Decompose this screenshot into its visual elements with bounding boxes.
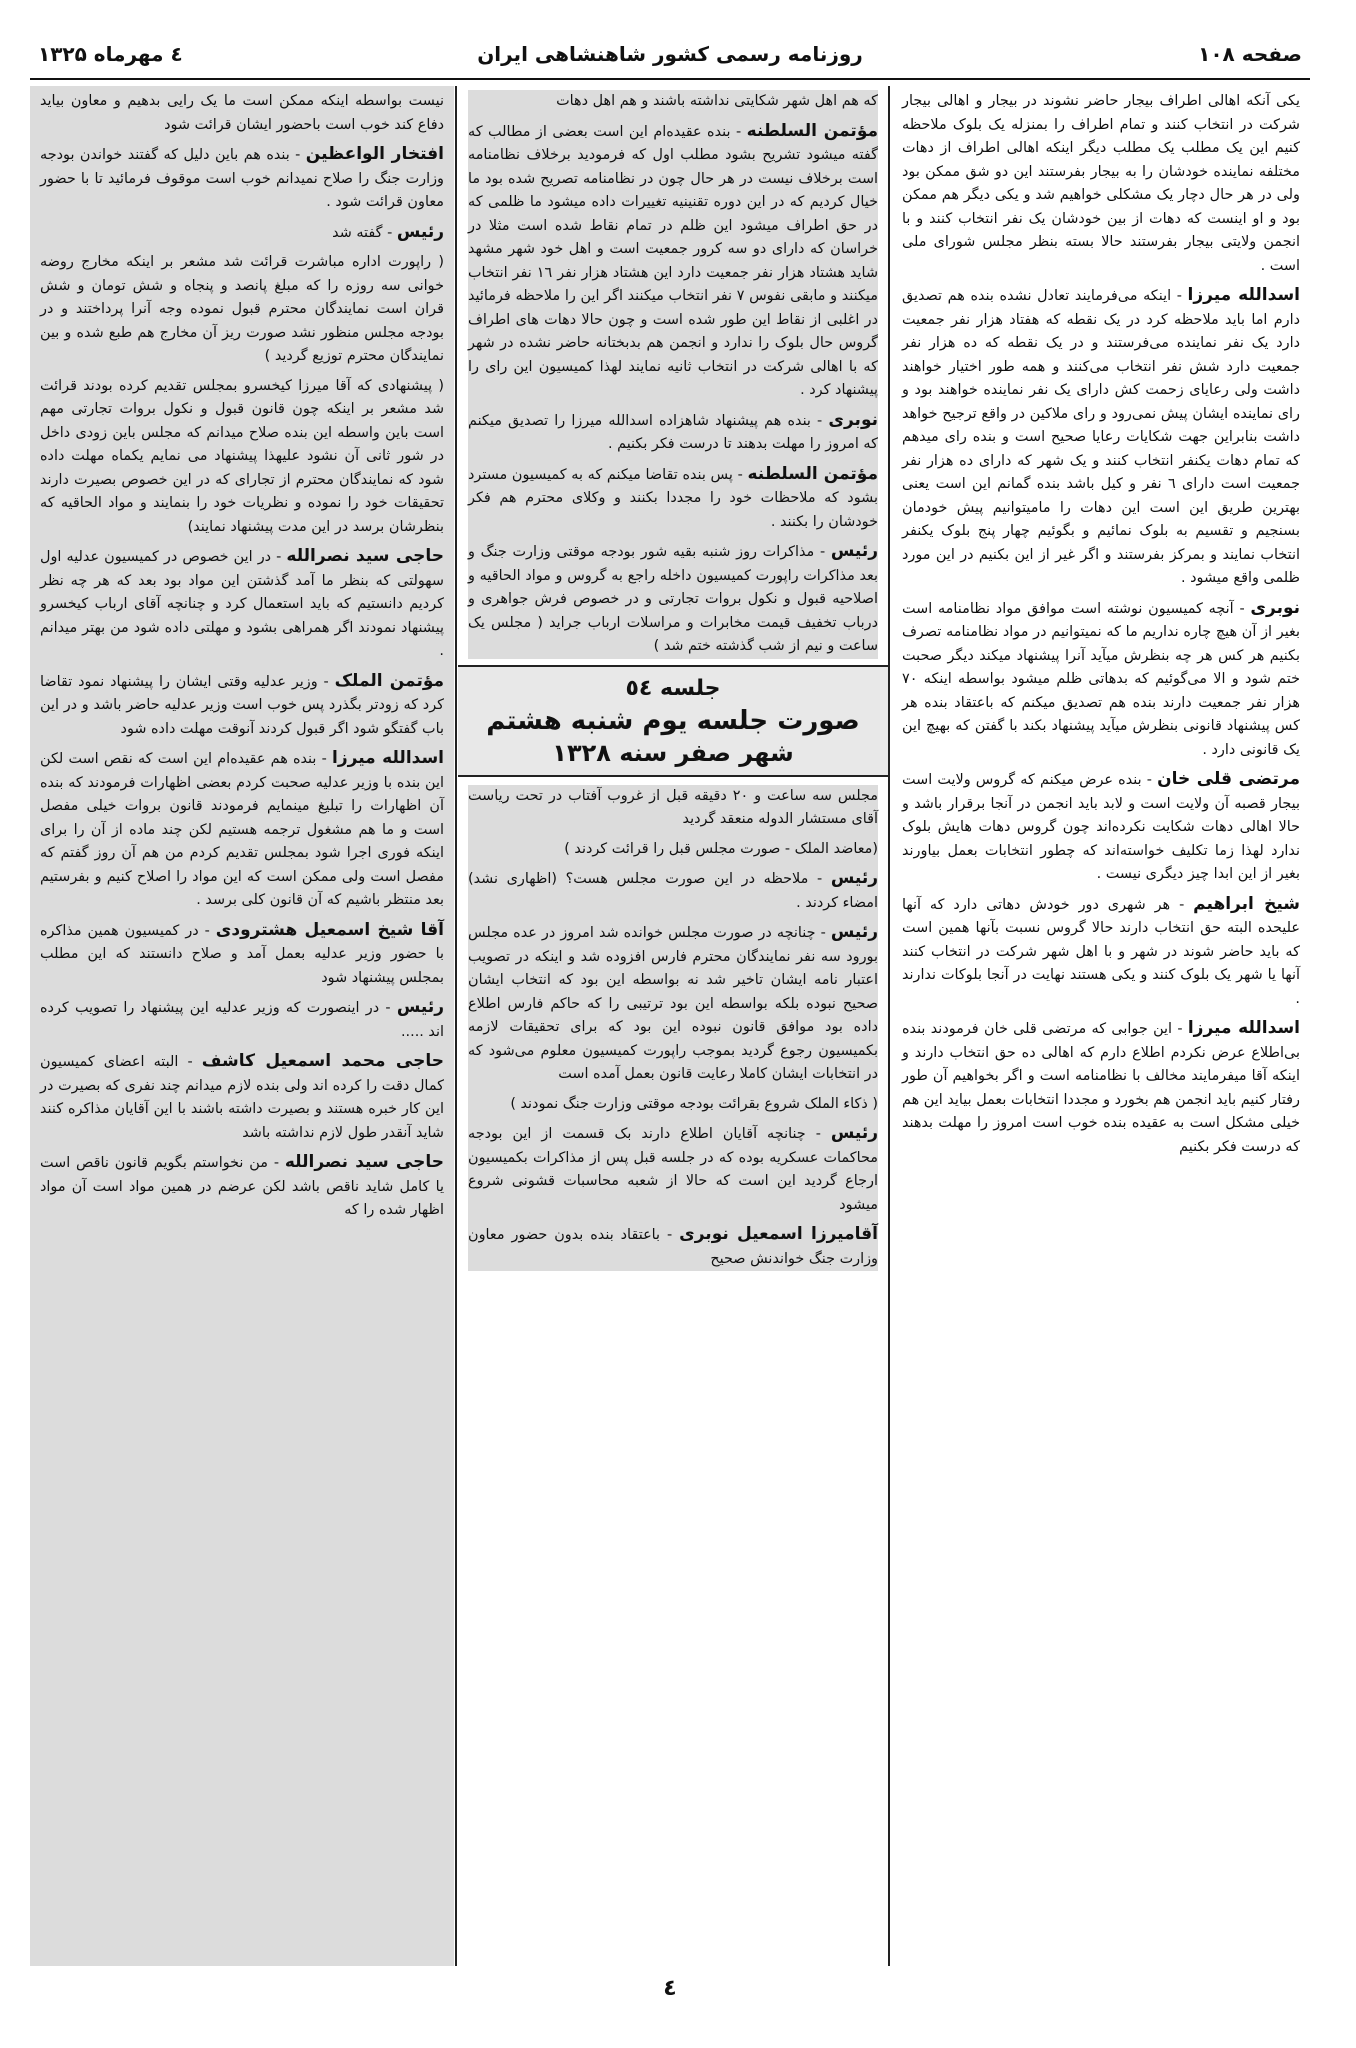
speaker-name: مرتضی قلی خان xyxy=(1157,769,1301,789)
middle-shaded-block-2 xyxy=(468,785,878,1272)
paragraph-text: اینکه می‌فرمایند تعادل نشده بنده هم تصدیق دارم اما باید ملاحظه کرد در یک نقطه که هفتاد هزار نفر جمعیت دارد یک نفر نماینده می‌فرستند و در یک نقطه که ده هزار نفر جمعیت دارد شش نفر انتخاب می‌کنند و همه طور اختیار خواهند داشت ولی رعایای زحمت کش دارای یک نفر نماینده خواهند بود و رای نماینده ایشان پیش نمی‌رود و رای ملاکین در واقع ترجیح خواهد داشت بنابراین جهت شکایات رعایا صحیح است و بنده رای میدهم که تمام دهات یکنفر انتخاب کنند و یک شهر که دارای ده هزار نفر جمعیت است دارای ٦ نفر و کیل باشد بنده گمانم این است یعنی بهترین طریق این است این دهات را مامیتوانیم پیش خودمان بسنجیم و تقسیم به بلوک نمائیم و بگوئیم چهار پنج بلوک یکنفر انتخاب نمایند و بمرکز بفرستند و اگر غیر از این بکنیم در این مورد ظلمی واقع میشود . xyxy=(902,288,1300,586)
speaker-name: رئیس xyxy=(830,541,878,561)
paragraph: رئیس - چنانچه در صورت مجلس خوانده شد امروز در عده مجلس بورود سه نفر نمایندگان محترم فارس افزوده شد و اینکه در تصویب اعتبار نامه ایشان تاخیر شد نه بواسطه این بود که انتخاب ایشان صحیح نبوده بلکه بواسطه این بود ترتیبی را که حاکم فارس اطلاع داده بود موافق قانون نبوده این بود که برای تحقیقات لازمه بکمیسیون رجوع گردید بموجب راپورت کمیسیون معلوم می‌شود که در انتخابات ایشان کاملا رعایت قانون بعمل آمده است xyxy=(468,922,879,1082)
paragraph: رئیس - گفته شد xyxy=(332,221,444,242)
paragraph-text: گفته شد xyxy=(332,224,383,241)
issue-date: ٤ مهرماه ۱۳۲۵ xyxy=(38,42,183,66)
paragraph-text: مذاکرات روز شنبه بقیه شور بودجه موقتی وزارت جنگ و بعد مذاکرات راپورت کمیسیون داخله راجع به گروس و مواد الحاقیه و اصلاحیه قبول و نکول بروات تجارتی و در خصوص فرش جواهری و درباب تخفیف قیمت مخابرات و مراسلات ارباب جراید ( مجلس یک ساعت و نیم از شب گذشته ختم شد ) xyxy=(468,544,878,654)
paragraph: نوبری - آنچه کمیسیون نوشته است موافق مواد نظامنامه است بغیر از آن هیچ چاره نداریم ما که نمیتوانیم در مواد نظامنامه تصرف بکنیم هر کس هر چه بنظرش میآید آنرا پیشنهاد میکند دیگر صحبت ختم شود و الا می‌گوئیم که بدهاتی ظلم میشود بواسطه اینکه ۷۰ هزار نفر جمعیت دارند بنده هم تصدیق میکنم که باعتقاد بنده هر کس پیشنهاد قانونی بنظرش میآید پیشنهاد بکند با گفتن که بهیچ این یک قانونی دارد . xyxy=(902,597,1301,758)
paragraph: افتخار الواعظین - بنده هم باین دلیل که گفتند خواندن بودجه وزارت جنگ را صلاح نمیدانم خوب است موقوف فرمائید تا با حضور معاون قرائت شود . xyxy=(40,144,444,210)
speaker-name: اسدالله میرزا xyxy=(1187,1018,1300,1038)
paragraph: نوبری - بنده هم پیشنهاد شاهزاده اسدالله میرزا را تصدیق میکنم که امروز را مهلت بدهند تا درست فکر بکنیم . xyxy=(468,409,878,452)
page-number: ٤ xyxy=(663,1976,677,2001)
column-divider xyxy=(455,86,457,1966)
paragraph-text: ( ذکاء الملک شروع بقرائت بودجه موقتی وزارت جنگ نمودند ) xyxy=(510,1095,878,1112)
speaker-name: مؤتمن السلطنه xyxy=(746,120,878,141)
speaker-name: حاجی محمد اسمعیل کاشف xyxy=(201,1051,445,1071)
paragraph-text: بنده عقیده‌ام این است بعضی از مطالب که گفته میشود تشریح بشود مطلب اول که فرمودید برخلاف نظامنامه است برخلاف نیست در هر حال چون در نظامنامه تصریح شده بود ما خیال کردیم که در این دوره تقنینیه تغییرات داده میشود ما ظلمی که در حق اطراف میشود این ظلم در تمام نقاط شده است مثلا در خراسان که دارای دو سه کرور جمعیت است و اهل خود شهر مشهد شاید هشتاد هزار نفر جمعیت دارد این هشتاد هزار نفر ۱٦ نفر انتخاب میکنند و مابقی نفوس ۷ نفر انتخاب میکنند اگر این را ملاحظه فرمائید در اغلبی از نقاط این طور شده است و چون حالا دهات های اطراف گروس حال بلوک را ندارد و انجمن هم بدبختانه حاضر نشده در شهر که با اهالی شرکت در انتخاب ثانیه نمایند لهذا کمیسیون این رای را پیشنهاد کرد . xyxy=(468,123,879,398)
paragraph: مؤتمن السلطنه - بنده عقیده‌ام این است بعضی از مطالب که گفته میشود تشریح بشود مطلب اول که فرمودید برخلاف نظامنامه است برخلاف نیست در هر حال چون در نظامنامه تصریح شده بود ما خیال کردیم که در این دوره تقنینیه تغییرات داده میشود ما ظلمی که در حق اطراف میشود این ظلم در تمام نقاط شده است مثلا در خراسان که دارای دو سه کرور جمعیت است و اهل خود شهر مشهد شاید هشتاد هزار نفر جمعیت دارد این هشتاد هزار نفر ۱٦ نفر انتخاب میکنند و مابقی نفوس ۷ نفر انتخاب میکنند اگر این را ملاحظه فرمائید در اغلبی از نقاط این طور شده است و چون حالا دهات های اطراف گروس حال بلوک را ندارد و انجمن هم بدبختانه حاضر نشده در شهر که با اهالی شرکت در انتخاب ثانیه نمایند لهذا کمیسیون این رای را پیشنهاد کرد . xyxy=(468,120,879,398)
paragraph-text: این جوابی که مرتضی قلی خان فرمودند بنده بی‌اطلاع عرض نکردم اطلاع دارم که اهالی ده حق انتخاب دارند و اینکه آقا میفرمایند مخالف با نظامنامه است و اگر بخواهیم آن طور رفتار کنیم باید انجمن هم بخورد و مجددا انتخابات بعمل بیاید این هم خیلی مشکل است به عقیده بنده خوب است امروز را مهلت بدهند که درست فکر بکنیم xyxy=(902,1021,1300,1155)
paragraph xyxy=(40,251,444,369)
speaker-name: رئیس xyxy=(830,922,879,942)
speaker-name: آقامیرزا اسمعیل نوبری xyxy=(679,1224,878,1244)
paragraph-text: در این خصوص در کمیسیون عدلیه اول سهولتی که بنظر ما آمد گذشتن این مواد بود بعد که هر چه نظر کردیم دانستیم که باید استعمال کرد و چنانچه آقای ارباب کیخسرو پیشنهاد نمودند اگر همراهی بشود و مهلتی داده شود من بهتر میدانم . xyxy=(40,549,444,659)
paragraph: رئیس - ملاحظه در این صورت مجلس هست؟ (اظهاری نشد) امضاء کردند . xyxy=(468,868,878,911)
paragraph-text: نیست بواسطه اینکه ممکن است ما یک رایی بدهیم و معاون بیاید دفاع کند خوب است باحضور ایشان قرائت شود xyxy=(40,93,444,133)
speaker-name: رئیس xyxy=(396,997,445,1017)
paragraph-text: آنچه کمیسیون نوشته است موافق مواد نظامنامه است بغیر از آن هیچ چاره نداریم ما که نمیتوانیم در مواد نظامنامه تصرف بکنیم هر کس هر چه بنظرش میآید آنرا پیشنهاد میکند دیگر صحبت ختم شود و الا می‌گوئیم که بدهاتی ظلم میشود بواسطه اینکه ۷۰ هزار نفر جمعیت دارند بنده هم تصدیق میکنم که باعتقاد بنده هر کس پیشنهاد قانونی بنظرش میآید پیشنهاد بکند با گفتن که بهیچ این یک قانونی دارد . xyxy=(902,600,1300,758)
paragraph: شیخ ابراهیم - هر شهری دور خودش دهاتی دارد که آنها علیحده البته حق انتخاب دارند حالا گروس نسبت بآنها همین است که باید حاضر شوند در شهر و با اهل شهر شرکت در انتخاب کنند آنها یا شهر یک بلوک کنند و یکی هستند نهایت در آنجا بلوکات ندارند . xyxy=(902,893,1301,1007)
column-divider xyxy=(888,86,890,1966)
paragraph-text: مجلس سه ساعت و ۲۰ دقیقه قبل از غروب آفتاب در تحت ریاست آقای مستشار الدوله منعقد گردید xyxy=(468,787,878,827)
page-header xyxy=(30,36,1310,80)
speaker-name: مؤتمن السلطنه xyxy=(747,463,878,484)
newspaper-page xyxy=(30,36,1310,2026)
paragraph xyxy=(902,90,1300,278)
paragraph-text: ملاحظه در این صورت مجلس هست؟ (اظهاری نشد) امضاء کردند . xyxy=(468,871,878,911)
paragraph-text: در کمیسیون همین مذاکره با حضور وزیر عدلیه بعمل آمد و صلاح دانستند که این مطلب بمجلس پیشنهاد شود xyxy=(40,922,444,986)
speaker-name: اسدالله میرزا xyxy=(1187,285,1300,305)
newspaper-title: روزنامه رسمی کشور شاهنشاهی ایران xyxy=(477,42,863,66)
speaker-name: شیخ ابراهیم xyxy=(1193,893,1301,914)
speaker-name: آقا شیخ اسمعیل هشترودی xyxy=(215,919,444,940)
paragraph: رئیس - در اینصورت که وزیر عدلیه این پیشنهاد را تصویب کرده اند ..... xyxy=(40,997,445,1040)
paragraph: رئیس - مذاکرات روز شنبه بقیه شور بودجه موقتی وزارت جنگ و بعد مذاکرات راپورت کمیسیون داخله راجع به گروس و مواد الحاقیه و اصلاحیه قبول و نکول بروات تجارتی و در خصوص فرش جواهری و درباب تخفیف قیمت مخابرات و مراسلات ارباب جراید ( مجلس یک ساعت و نیم از شب گذشته ختم شد ) xyxy=(468,541,878,654)
paragraph: حاجی محمد اسمعیل کاشف - البته اعضای کمیسیون کمال دقت را کرده اند ولی بنده لازم میدانم چند نفری که بصیرت در این کار خبره هستند و بصیرت داشته باشند با این آقایان مذاکره کنند شاید آنقدر طول لازم نداشته باشد xyxy=(40,1051,445,1141)
paragraph-text: من نخواستم بگویم قانون ناقص است یا کامل شاید ناقص باشد لکن عرضم در همین مواد است آن مواد اظهار شده را که xyxy=(40,1155,444,1218)
paragraph: مؤتمن الملک - وزیر عدلیه وقتی ایشان را پیشنهاد نمود تقاضا کرد که زودتر بگذرد پس خوب است وزیر عدلیه حاضر باشد و در این باب گفتگو شود اگر قبول کردند آنوقت مهلت داده شود xyxy=(40,670,445,737)
paragraph-text: چنانچه آقایان اطلاع دارند بک قسمت از این بودجه محاکمات عسکریه بوده که در جلسه قبل پس از مذاکرات بکمیسیون ارجاع گردید این است که حالا از شعبه محاسبات قشونی شروع میشود xyxy=(468,1126,878,1213)
paragraph xyxy=(40,375,444,540)
speaker-name: رئیس xyxy=(830,868,878,888)
paragraph-text: بنده هم عقیده‌ام این است که نقص است لکن این بنده با وزیر عدلیه صحبت کردم بعضی اظهارات فرمودند که بنده آن اظهارات را تبلیغ مینمایم فرمودند قانون بروات خیلی مفصل است و ما هم مشغول ترجمه هستیم لکن چند ماده از آن را برای اینکه فوری اجرا شود بمجلس تقدیم کردم من هم آن روز گفتم که مفصل است ولی ممکن است که این مواد را اصلاح کنیم و بفرستیم بعد منتظر باشیم که آن قانون کلی برسد . xyxy=(40,751,444,908)
paragraph-text: بنده هم پیشنهاد شاهزاده اسدالله میرزا را تصدیق میکنم که امروز را مهلت بدهند تا درست فکر بکنیم . xyxy=(468,412,878,452)
column-left xyxy=(30,86,454,1966)
paragraph xyxy=(468,1093,878,1117)
paragraph: آقامیرزا اسمعیل نوبری - باعتقاد بنده بدون حضور معاون وزارت جنگ خواندنش صحیح xyxy=(468,1224,878,1267)
session-title-2: شهر صفر سنه ۱۳۲۸ xyxy=(552,738,794,767)
paragraph-text: که هم اهل شهر شکایتی نداشته باشند و هم اهل دهات xyxy=(556,93,878,109)
speaker-name: حاجی سید نصرالله xyxy=(286,546,444,566)
paragraph-text: بنده هم باین دلیل که گفتند خواندن بودجه وزارت جنگ را صلاح نمیدانم خوب است موقوف فرمائید تا با حضور معاون قرائت شود . xyxy=(40,147,444,210)
paragraph-text: (معاضد الملک - صورت مجلس قبل را قرائت کردند ) xyxy=(564,840,878,857)
paragraph: حاجی سید نصرالله - در این خصوص در کمیسیون عدلیه اول سهولتی که بنظر ما آمد گذشتن این مواد بود بعد که هر چه نظر کردیم دانستیم که باید استعمال کرد و چنانچه آقای ارباب کیخسرو پیشنهاد نمودند اگر همراهی بشود و مهلتی داده شود من بهتر میدانم . xyxy=(40,546,444,659)
paragraph: آقا شیخ اسمعیل هشترودی - در کمیسیون همین مذاکره با حضور وزیر عدلیه بعمل آمد و صلاح دانستند که این مطلب بمجلس پیشنهاد شود xyxy=(40,919,444,986)
speaker-name: رئیس xyxy=(830,1123,879,1143)
column-right xyxy=(892,86,1310,1966)
paragraph-text: ( پیشنهادی که آقا میرزا کیخسرو بمجلس تقدیم کرده بودند قرائت شد مشعر بر اینکه چون قانون قبول و نکول بروات تجارتی مهم است باین واسطه این بنده صلاح میدانم که مجلس باین زودی داخل در شور ثانی آن نشود علیهذا پیشنهاد می نمایم یکماه مهلت داده شود که نمایندگان محترم از تجارای که در این خصوص بصیرت دارند تحقیقات خود را نموده و نظریات خود را بنمایند و مواد الحاقیه که بنظرشان برسد در این مدت پیشنهاد نمایند) xyxy=(40,377,444,535)
session-title-1: صورت جلسه یوم شنبه هشتم xyxy=(486,705,860,736)
speaker-name: اسدالله میرزا xyxy=(332,748,445,768)
paragraph: رئیس - چنانچه آقایان اطلاع دارند بک قسمت از این بودجه محاکمات عسکریه بوده که در جلسه قبل پس از مذاکرات بکمیسیون ارجاع گردید این است که حالا از شعبه محاسبات قشونی شروع میشود xyxy=(468,1123,879,1213)
speaker-name: حاجی سید نصرالله xyxy=(284,1152,444,1172)
paragraph xyxy=(40,90,444,137)
paragraph-text: باعتقاد بنده بدون حضور معاون وزارت جنگ خواندنش صحیح xyxy=(468,1227,878,1267)
paragraph-text: چنانچه در صورت مجلس خوانده شد امروز در عده مجلس بورود سه نفر نمایندگان محترم فارس افزوده شد و اینکه در تصویب اعتبار نامه ایشان تاخیر شد نه بواسطه این بود که انتخاب ایشان صحیح نبوده بلکه بواسطه این بود ترتیبی را که حاکم فارس اطلاع داده بود موافق قانون نبوده این بود که برای تحقیقات لازمه بکمیسیون رجوع گردید بموجب راپورت کمیسیون معلوم می‌شود که در انتخابات ایشان کاملا رعایت قانون بعمل آمده است xyxy=(468,925,878,1082)
paragraph: مرتضی قلی خان - بنده عرض میکنم که گروس ولایت است بیجار قصبه آن ولایت است و لابد باید انجمن در آنجا برقرار باشد و حالا اهالی دهات شکایت نکرده‌اند چون گروس دهات هایش بلوک ندارد لهذا زما تکلیف خواسته‌اند که چطور انتخابات بعمل بیاورند بغیر از این ابدا چیز دیگری نیست . xyxy=(902,769,1301,882)
speaker-name: رئیس xyxy=(396,221,444,242)
session-number: جلسه ٥٤ xyxy=(625,675,721,701)
paragraph: اسدالله میرزا - بنده هم عقیده‌ام این است که نقص است لکن این بنده با وزیر عدلیه صحبت کردم بعضی اظهارات فرمودند که بنده آن اظهارات را تبلیغ مینمایم فرمودند قانون بروات خیلی مفصل است و ما هم مشغول ترجمه هستیم لکن چند ماده از آن را برای اینکه فوری اجرا شود بمجلس تقدیم کردم من هم آن روز گفتم که مفصل است ولی ممکن است که این مواد را اصلاح کنیم و بفرستیم بعد منتظر باشیم که آن قانون کلی برسد . xyxy=(40,748,445,908)
paragraph-text: هر شهری دور خودش دهاتی دارد که آنها علیحده البته حق انتخاب دارند حالا گروس نسبت بآنها همین است که باید حاضر شوند در شهر و با اهل شهر شرکت در انتخاب کنند آنها یا شهر یک بلوک کنند و یکی هستند نهایت در آنجا بلوکات ندارند . xyxy=(902,896,1300,1007)
paragraph-text: یکی آنکه اهالی اطراف بیجار حاضر نشوند در بیجار و اهالی بیجار شرکت در انتخاب کنند و تمام اطراف را بمنزله یک بلوک ملاحظه کنیم این یک مطلب یک مطلب دیگر اینکه اهالی اطراف از دهات مختلفه نماینده خودشان را به بیجار بفرستند این دو شق ممکن بود ولی در هر حال دچار یک مشکلی خواهیم شد و یکی دیگر هم ممکن بود و او اینست که دهات از بین خودشان یک نفر انتخاب کنند و با انجمن ولایتی بیجار بفرستند حالا بسته بنظر مجلس شورای ملی است . xyxy=(902,93,1300,274)
paragraph xyxy=(468,785,878,832)
paragraph-text: پس بنده تقاضا میکنم که به کمیسیون مسترد بشود که ملاحظات خود را مجددا بکنند و وکلای محترم هم فکر خودشان را بکنند . xyxy=(468,466,878,530)
paragraph: مؤتمن السلطنه - پس بنده تقاضا میکنم که به کمیسیون مسترد بشود که ملاحظات خود را مجددا بکنند و وکلای محترم هم فکر خودشان را بکنند . xyxy=(468,463,878,530)
paragraph-text: ( راپورت اداره مباشرت قرائت شد مشعر بر اینکه مخارج روضه خوانی سه روزه را که مبلغ پانصد و پنجاه و شش تومان و شش قران است نمایندگان محترم قبول نموده وجه آنرا پرداختند و در بودجه مجلس منظور نشد صورت ریز آن مخارج هم طبع شده و بین نمایندگان محترم توزیع گردید ) xyxy=(40,254,444,364)
speaker-name: مؤتمن الملک xyxy=(334,670,445,691)
paragraph-text: البته اعضای کمیسیون کمال دقت را کرده اند ولی بنده لازم میدانم چند نفری که بصیرت در این کار خبره هستند و بصیرت داشته باشند با این آقایان مذاکره کنند شاید آنقدر طول لازم نداشته باشد xyxy=(40,1054,444,1141)
middle-shaded-block xyxy=(468,90,878,659)
speaker-name: نوبری xyxy=(828,409,878,430)
page-label: صفحه ۱۰۸ xyxy=(1198,42,1302,66)
speaker-name: افتخار الواعظین xyxy=(305,144,444,164)
paragraph-text: وزیر عدلیه وقتی ایشان را پیشنهاد نمود تقاضا کرد که زودتر بگذرد پس خوب است وزیر عدلیه حاضر باشد و در این باب گفتگو شود اگر قبول کردند آنوقت مهلت داده شود xyxy=(40,673,444,737)
column-middle xyxy=(458,86,888,1966)
paragraph: اسدالله میرزا - اینکه می‌فرمایند تعادل نشده بنده هم تصدیق دارم اما باید ملاحظه کرد در یک نقطه که هفتاد هزار نفر جمعیت دارد یک نفر نماینده می‌فرستند و در یک نقطه که ده هزار نفر جمعیت دارد شش نفر انتخاب می‌کنند و همه طور اختیار خواهند داشت ولی رعایای زحمت کش دارای یک نفر نماینده خواهند بود و رای نماینده ایشان پیش نمی‌رود و رای ملاکین در واقع ترجیح خواهد داشت بنابراین جهت شکایات رعایا صحیح است و بنده رای میدهم که تمام دهات یکنفر انتخاب کنند و یک شهر که دارای ده هزار نفر جمعیت است دارای ٦ نفر و کیل باشد بنده گمانم این است یعنی بهترین طریق این است این دهات را مامیتوانیم پیش خودمان بسنجیم و تقسیم به بلوک نمائیم و بگوئیم چهار پنج بلوک یکنفر انتخاب نمایند و بمرکز بفرستند و اگر غیر از این بکنیم در این مورد ظلمی واقع میشود . xyxy=(902,285,1300,586)
paragraph: اسدالله میرزا - این جوابی که مرتضی قلی خان فرمودند بنده بی‌اطلاع عرض نکردم اطلاع دارم که اهالی ده حق انتخاب دارند و اینکه آقا میفرمایند مخالف با نظامنامه است و اگر بخواهیم آن طور رفتار کنیم باید انجمن هم بخورد و مجددا انتخابات بعمل بیاید این هم خیلی مشکل است به عقیده بنده خوب است امروز را مهلت بدهند که درست فکر بکنیم xyxy=(902,1018,1300,1155)
paragraph xyxy=(468,838,878,862)
session-heading xyxy=(458,665,888,777)
paragraph-text: در اینصورت که وزیر عدلیه این پیشنهاد را تصویب کرده اند ..... xyxy=(40,1000,444,1040)
paragraph xyxy=(468,90,878,114)
paragraph: حاجی سید نصرالله - من نخواستم بگویم قانون ناقص است یا کامل شاید ناقص باشد لکن عرضم در همین مواد است آن مواد اظهار شده را که xyxy=(40,1152,444,1218)
paragraph-text: بنده عرض میکنم که گروس ولایت است بیجار قصبه آن ولایت است و لابد باید انجمن در آنجا برقرار باشد و حالا اهالی دهات شکایت نکرده‌اند چون گروس دهات هایش بلوک ندارد لهذا زما تکلیف خواسته‌اند که چطور انتخابات بعمل بیاورند بغیر از این ابدا چیز دیگری نیست . xyxy=(902,772,1300,882)
speaker-name: نوبری xyxy=(1250,597,1301,618)
